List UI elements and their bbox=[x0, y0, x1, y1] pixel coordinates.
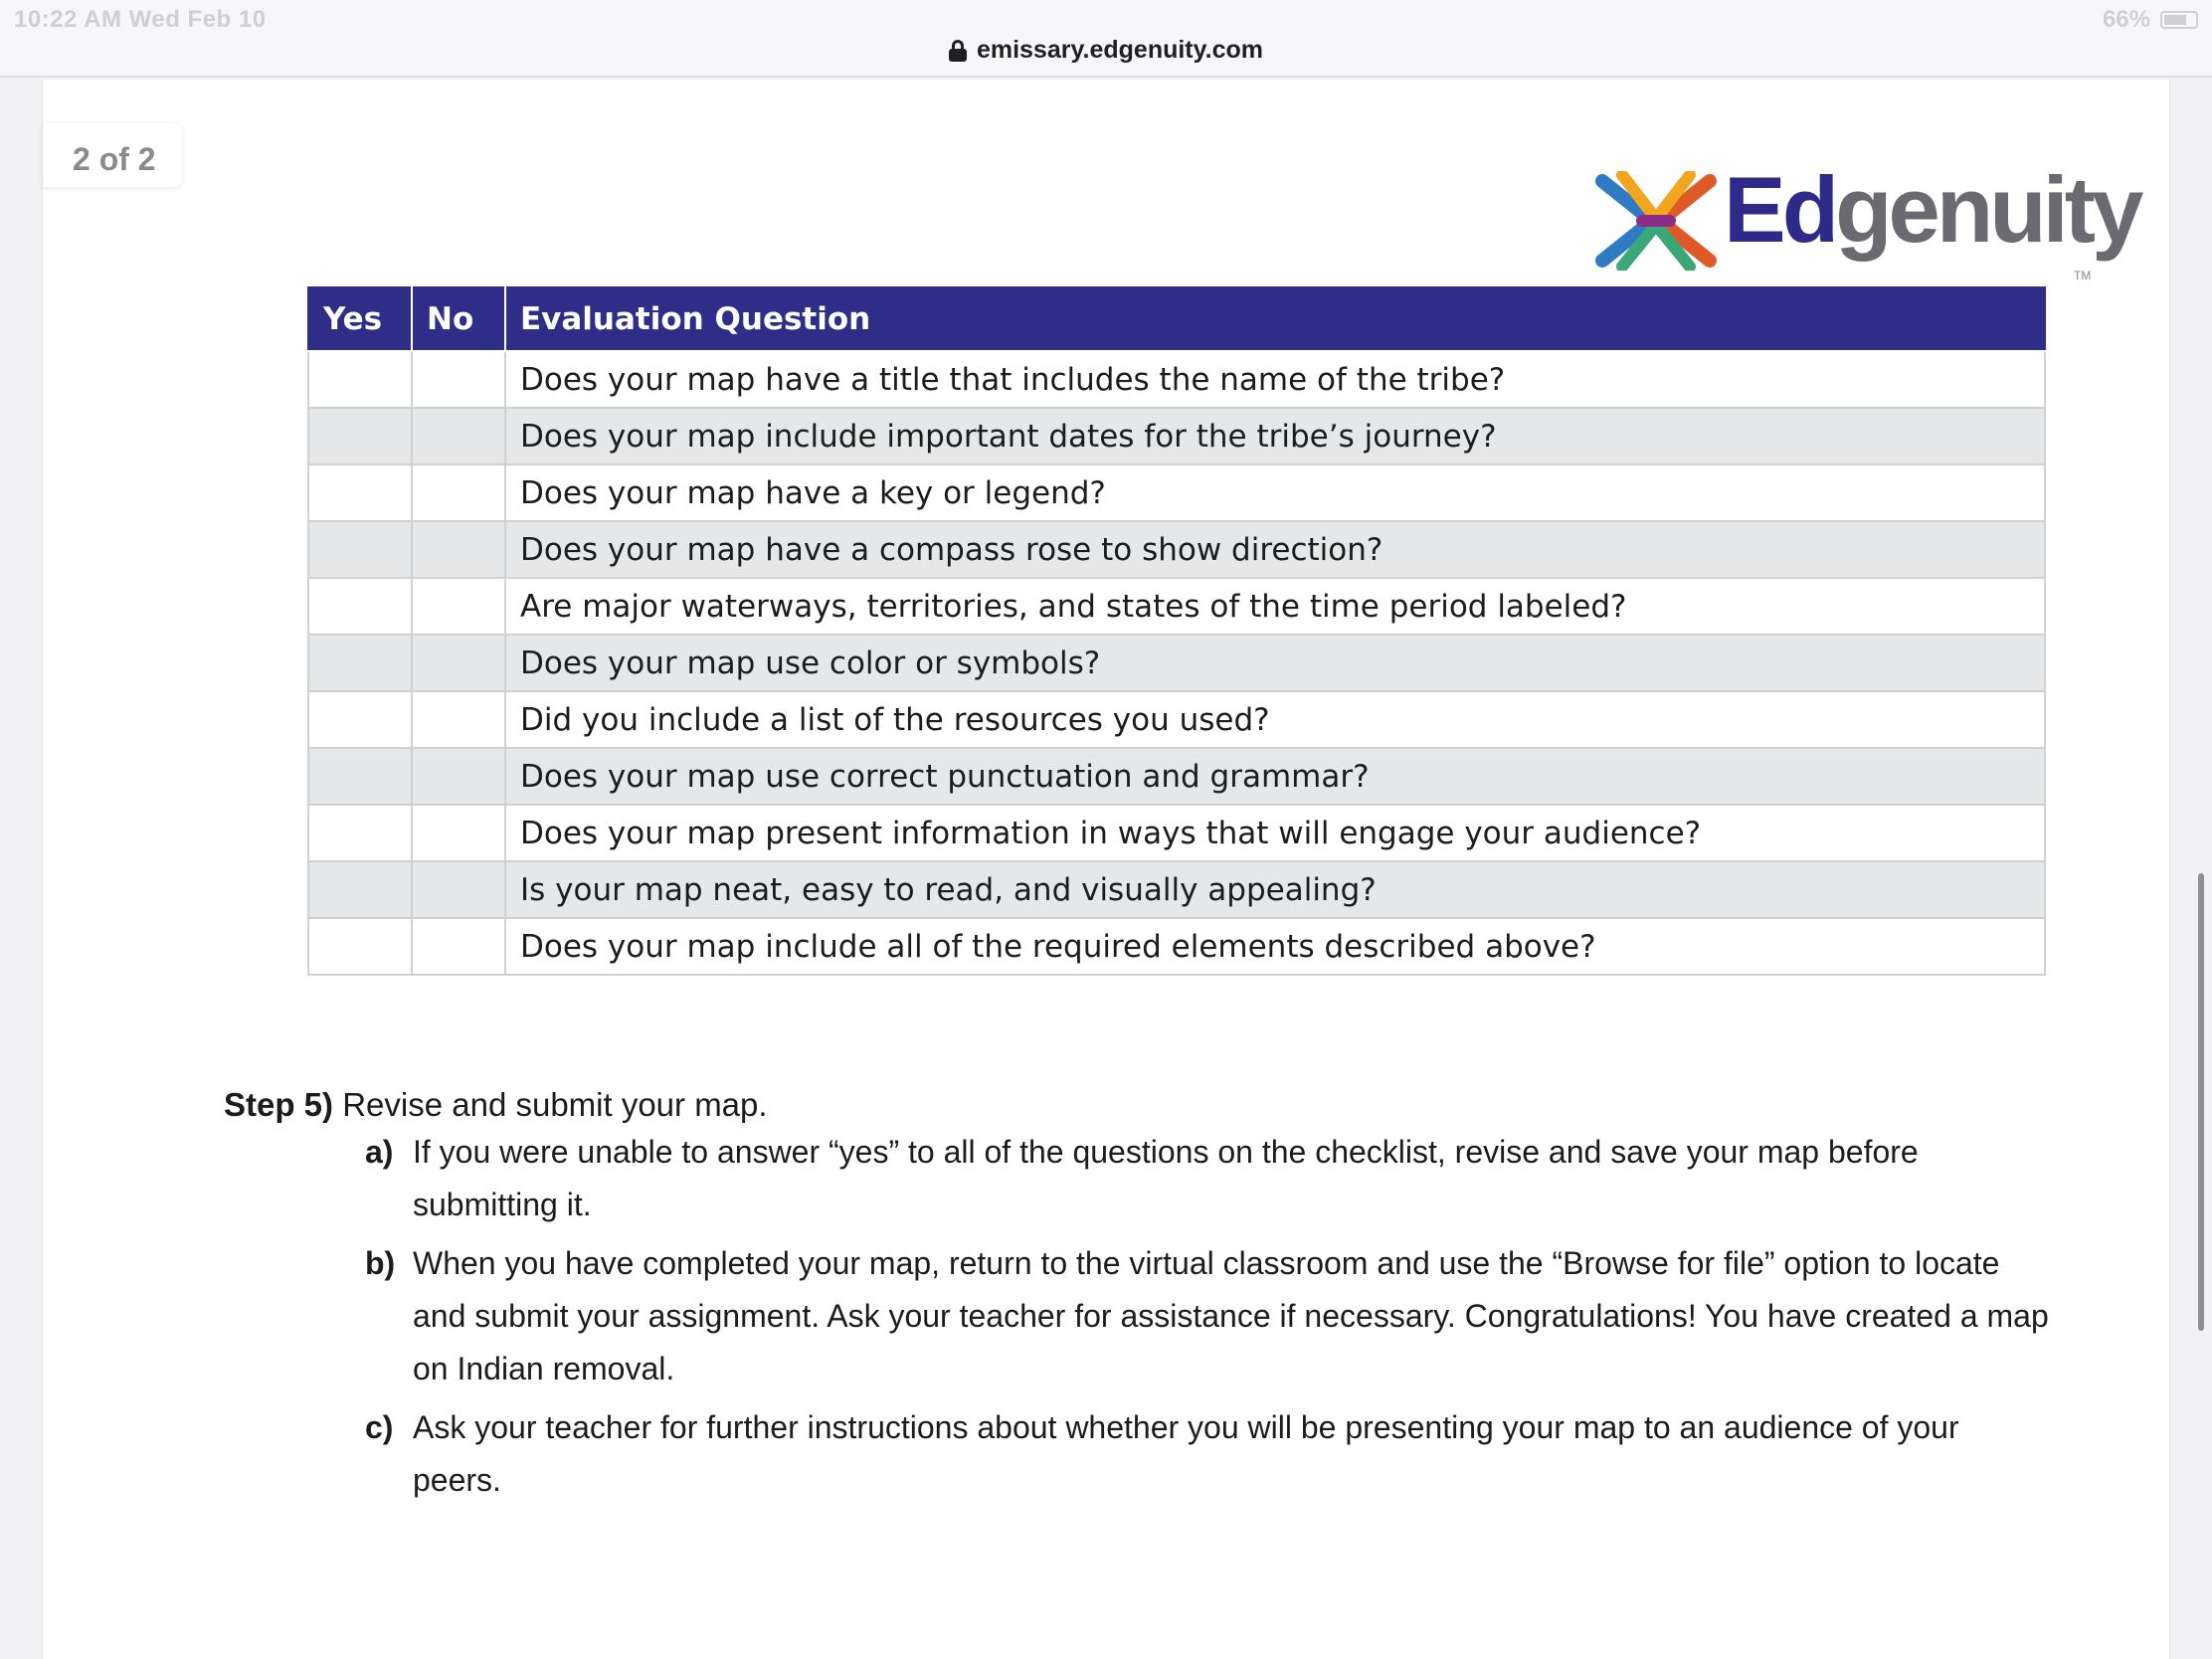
logo-trademark: TM bbox=[2074, 269, 2092, 282]
evaluation-checklist bbox=[307, 286, 2046, 976]
table-row bbox=[308, 578, 2045, 635]
header-no: No bbox=[412, 287, 505, 351]
step-text: Revise and submit your map. bbox=[342, 1086, 768, 1123]
table-row bbox=[308, 635, 2045, 691]
table-row bbox=[308, 748, 2045, 805]
status-time: 10:22 AM Wed Feb 10 bbox=[14, 6, 267, 33]
header-yes: Yes bbox=[308, 287, 412, 351]
yes-cell bbox=[308, 464, 412, 521]
table-row bbox=[308, 464, 2045, 521]
yes-cell bbox=[308, 918, 412, 975]
yes-cell bbox=[308, 635, 412, 691]
scrollbar[interactable] bbox=[2198, 873, 2204, 1331]
no-cell bbox=[412, 748, 505, 805]
item-letter: c) bbox=[365, 1409, 394, 1445]
item-letter: a) bbox=[365, 1134, 394, 1170]
yes-cell bbox=[308, 861, 412, 918]
no-cell bbox=[412, 805, 505, 861]
no-cell bbox=[412, 351, 505, 408]
item-text: If you were unable to answer “yes” to all of the questions on the checklist, revise and save your map before submitting it. bbox=[413, 1134, 1919, 1222]
step-item-b bbox=[365, 1237, 2056, 1395]
question-cell: Does your map include all of the required elements described above? bbox=[505, 918, 2045, 975]
table-row bbox=[308, 918, 2045, 975]
logo-wordmark: Edgenuity bbox=[1724, 157, 2140, 262]
lock-icon bbox=[949, 40, 967, 62]
yes-cell bbox=[308, 351, 412, 408]
browser-top-bar bbox=[0, 0, 2212, 78]
status-indicators bbox=[2103, 6, 2198, 34]
edgenuity-logo bbox=[1592, 157, 2140, 282]
logo-x-icon bbox=[1592, 171, 1720, 271]
table-row bbox=[308, 351, 2045, 408]
table-row bbox=[308, 805, 2045, 861]
question-cell: Does your map use correct punctuation and grammar? bbox=[505, 748, 2045, 805]
question-cell: Does your map have a compass rose to show direction? bbox=[505, 521, 2045, 578]
item-text: Ask your teacher for further instructions about whether you will be presenting your map to an audience of your peers. bbox=[413, 1409, 1959, 1498]
item-letter: b) bbox=[365, 1245, 396, 1281]
battery-icon bbox=[2160, 11, 2198, 29]
item-text: When you have completed your map, return to the virtual classroom and use the “Browse for file” option to locate and submit your assignment. Ask your teacher for assistance if necessary. Congratulations! You have created a map on Indian removal. bbox=[413, 1245, 2049, 1386]
question-cell: Does your map have a key or legend? bbox=[505, 464, 2045, 521]
question-cell: Does your map present information in ways that will engage your audience? bbox=[505, 805, 2045, 861]
question-cell: Is your map neat, easy to read, and visually appealing? bbox=[505, 861, 2045, 918]
yes-cell bbox=[308, 578, 412, 635]
question-cell: Are major waterways, territories, and states of the time period labeled? bbox=[505, 578, 2045, 635]
table-row bbox=[308, 861, 2045, 918]
question-cell: Did you include a list of the resources you used? bbox=[505, 691, 2045, 748]
yes-cell bbox=[308, 521, 412, 578]
table-row bbox=[308, 691, 2045, 748]
question-cell: Does your map include important dates for the tribe’s journey? bbox=[505, 408, 2045, 464]
yes-cell bbox=[308, 691, 412, 748]
battery-percent: 66% bbox=[2102, 6, 2150, 33]
no-cell bbox=[412, 578, 505, 635]
no-cell bbox=[412, 918, 505, 975]
no-cell bbox=[412, 464, 505, 521]
no-cell bbox=[412, 408, 505, 464]
yes-cell bbox=[308, 408, 412, 464]
question-cell: Does your map use color or symbols? bbox=[505, 635, 2045, 691]
yes-cell bbox=[308, 748, 412, 805]
step-label: Step 5) bbox=[224, 1086, 334, 1123]
step-5-heading bbox=[224, 1086, 768, 1124]
checklist-header-row bbox=[308, 287, 2045, 351]
address-bar[interactable] bbox=[0, 36, 2212, 65]
header-evaluation-question: Evaluation Question bbox=[505, 287, 2045, 351]
table-row bbox=[308, 408, 2045, 464]
no-cell bbox=[412, 635, 505, 691]
no-cell bbox=[412, 861, 505, 918]
no-cell bbox=[412, 691, 505, 748]
yes-cell bbox=[308, 805, 412, 861]
url-text: emissary.edgenuity.com bbox=[976, 36, 1264, 64]
no-cell bbox=[412, 521, 505, 578]
question-cell: Does your map have a title that includes the name of the tribe? bbox=[505, 351, 2045, 408]
step-item-a bbox=[365, 1126, 2056, 1231]
document-page bbox=[42, 80, 2170, 1659]
table-row bbox=[308, 521, 2045, 578]
page-counter: 2 of 2 bbox=[43, 123, 182, 187]
step-item-c bbox=[365, 1401, 2056, 1507]
